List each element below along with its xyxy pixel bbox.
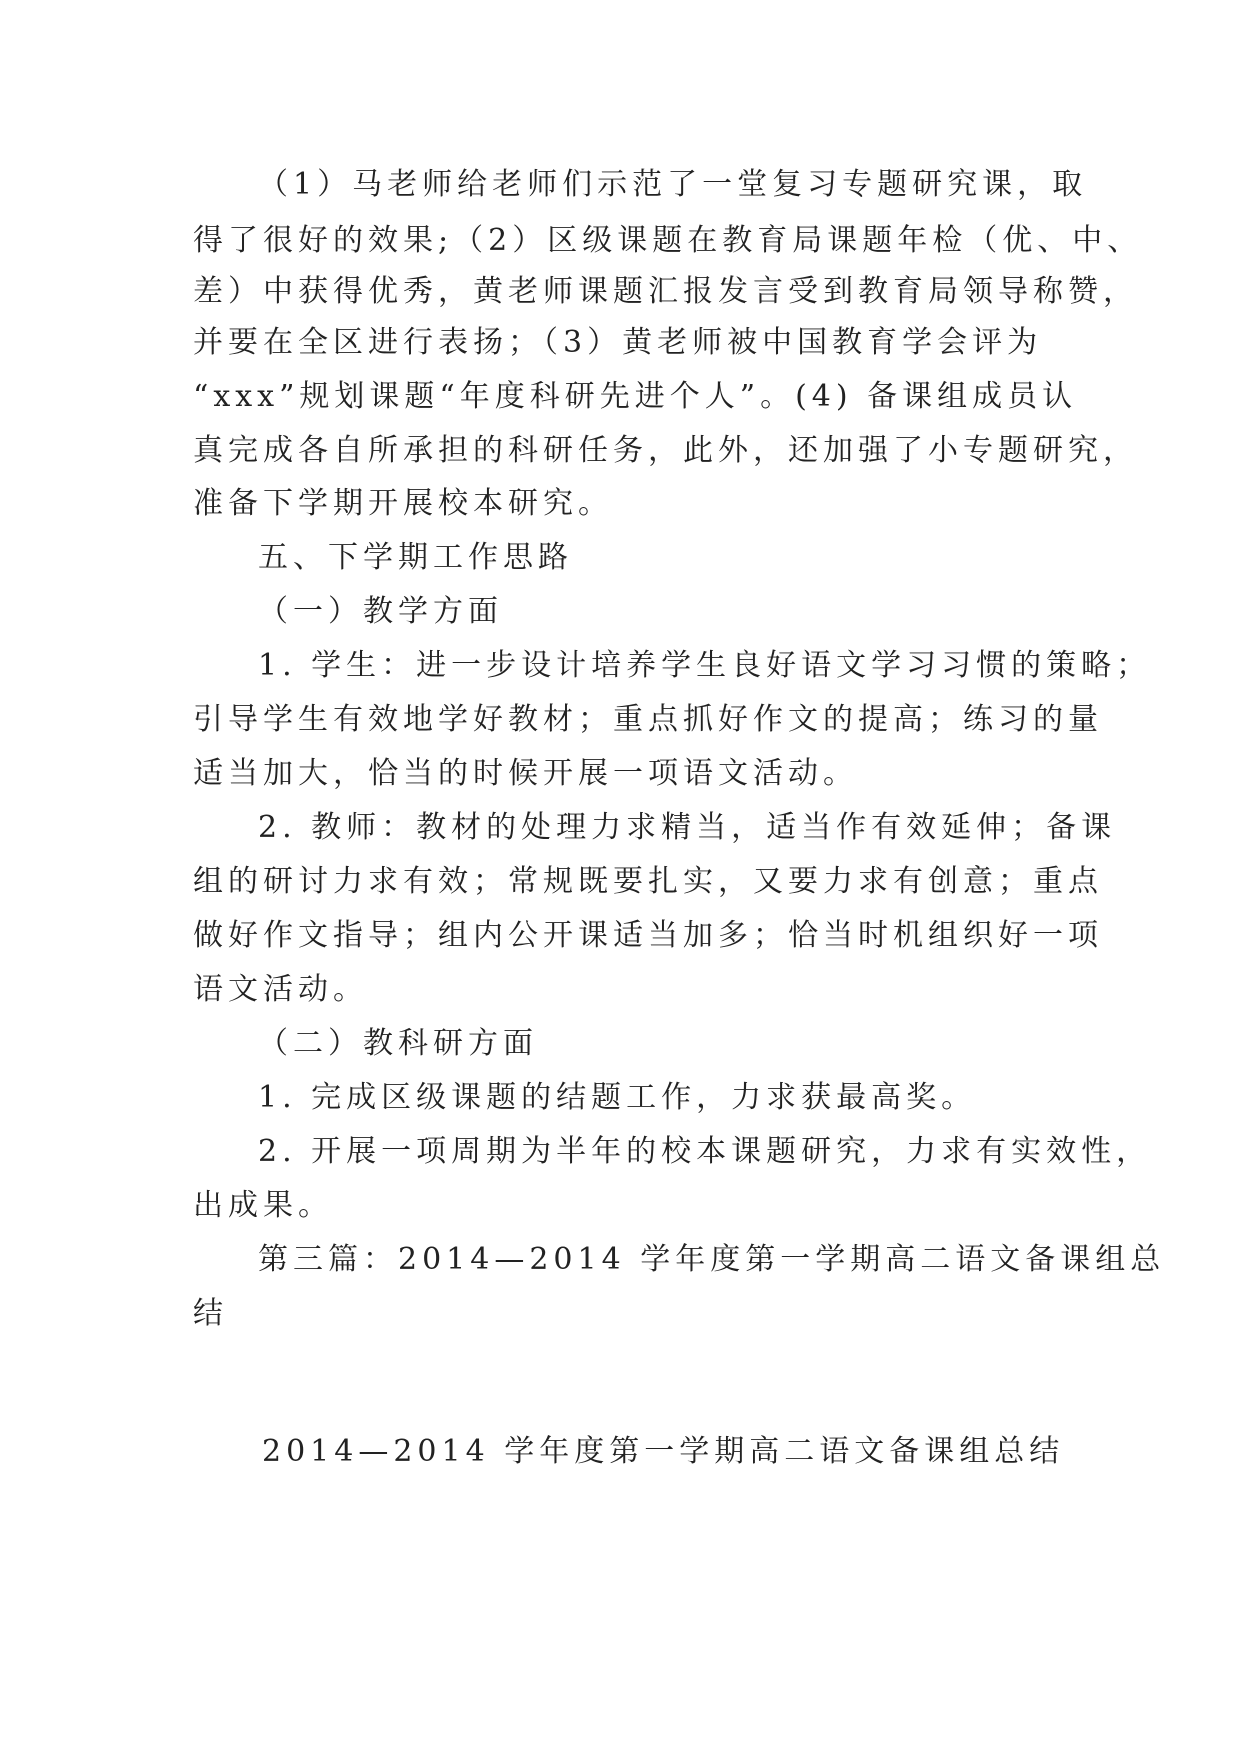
document-title: 2014—2014 学年度第一学期高二语文备课组总结	[262, 1434, 1065, 1469]
paragraph-line: “xxx”规划课题“年度科研先进个人”。(4) 备课组成员认	[193, 379, 1078, 414]
paragraph-line: 1. 学生：进一步设计培养学生良好语文学习习惯的策略；	[258, 648, 1152, 683]
paragraph-line: 适当加大，恰当的时候开展一项语文活动。	[193, 756, 858, 791]
chapter-heading: 第三篇：2014—2014 学年度第一学期高二语文备课组总	[258, 1242, 1166, 1277]
paragraph-line: 做好作文指导；组内公开课适当加多；恰当时机组织好一项	[193, 918, 1103, 953]
subsection-heading: （二）教科研方面	[258, 1026, 538, 1061]
paragraph-line: 2. 教师：教材的处理力求精当，适当作有效延伸；备课	[258, 810, 1117, 845]
paragraph-line: （1）马老师给老师们示范了一堂复习专题研究课，取	[258, 167, 1088, 202]
paragraph-line: 并要在全区进行表扬；（3）黄老师被中国教育学会评为	[193, 325, 1043, 360]
subsection-heading: （一）教学方面	[258, 594, 503, 629]
paragraph-line: 真完成各自所承担的科研任务，此外，还加强了小专题研究，	[193, 433, 1138, 468]
paragraph-line: 引导学生有效地学好教材；重点抓好作文的提高；练习的量	[193, 702, 1103, 737]
paragraph-line: 1. 完成区级课题的结题工作，力求获最高奖。	[258, 1080, 977, 1115]
paragraph-line: 准备下学期开展校本研究。	[193, 486, 613, 521]
paragraph-line: 差）中获得优秀，黄老师课题汇报发言受到教育局领导称赞，	[193, 274, 1138, 309]
paragraph-line: 语文活动。	[193, 972, 368, 1007]
paragraph-line: 2. 开展一项周期为半年的校本课题研究，力求有实效性，	[258, 1134, 1152, 1169]
paragraph-line: 组的研讨力求有效；常规既要扎实，又要力求有创意；重点	[193, 864, 1103, 899]
section-heading: 五、下学期工作思路	[258, 540, 573, 575]
paragraph-line: 得了很好的效果;（2）区级课题在教育局课题年检（优、中、	[193, 223, 1143, 258]
chapter-heading-continuation: 结	[193, 1296, 228, 1331]
paragraph-line: 出成果。	[193, 1188, 333, 1223]
